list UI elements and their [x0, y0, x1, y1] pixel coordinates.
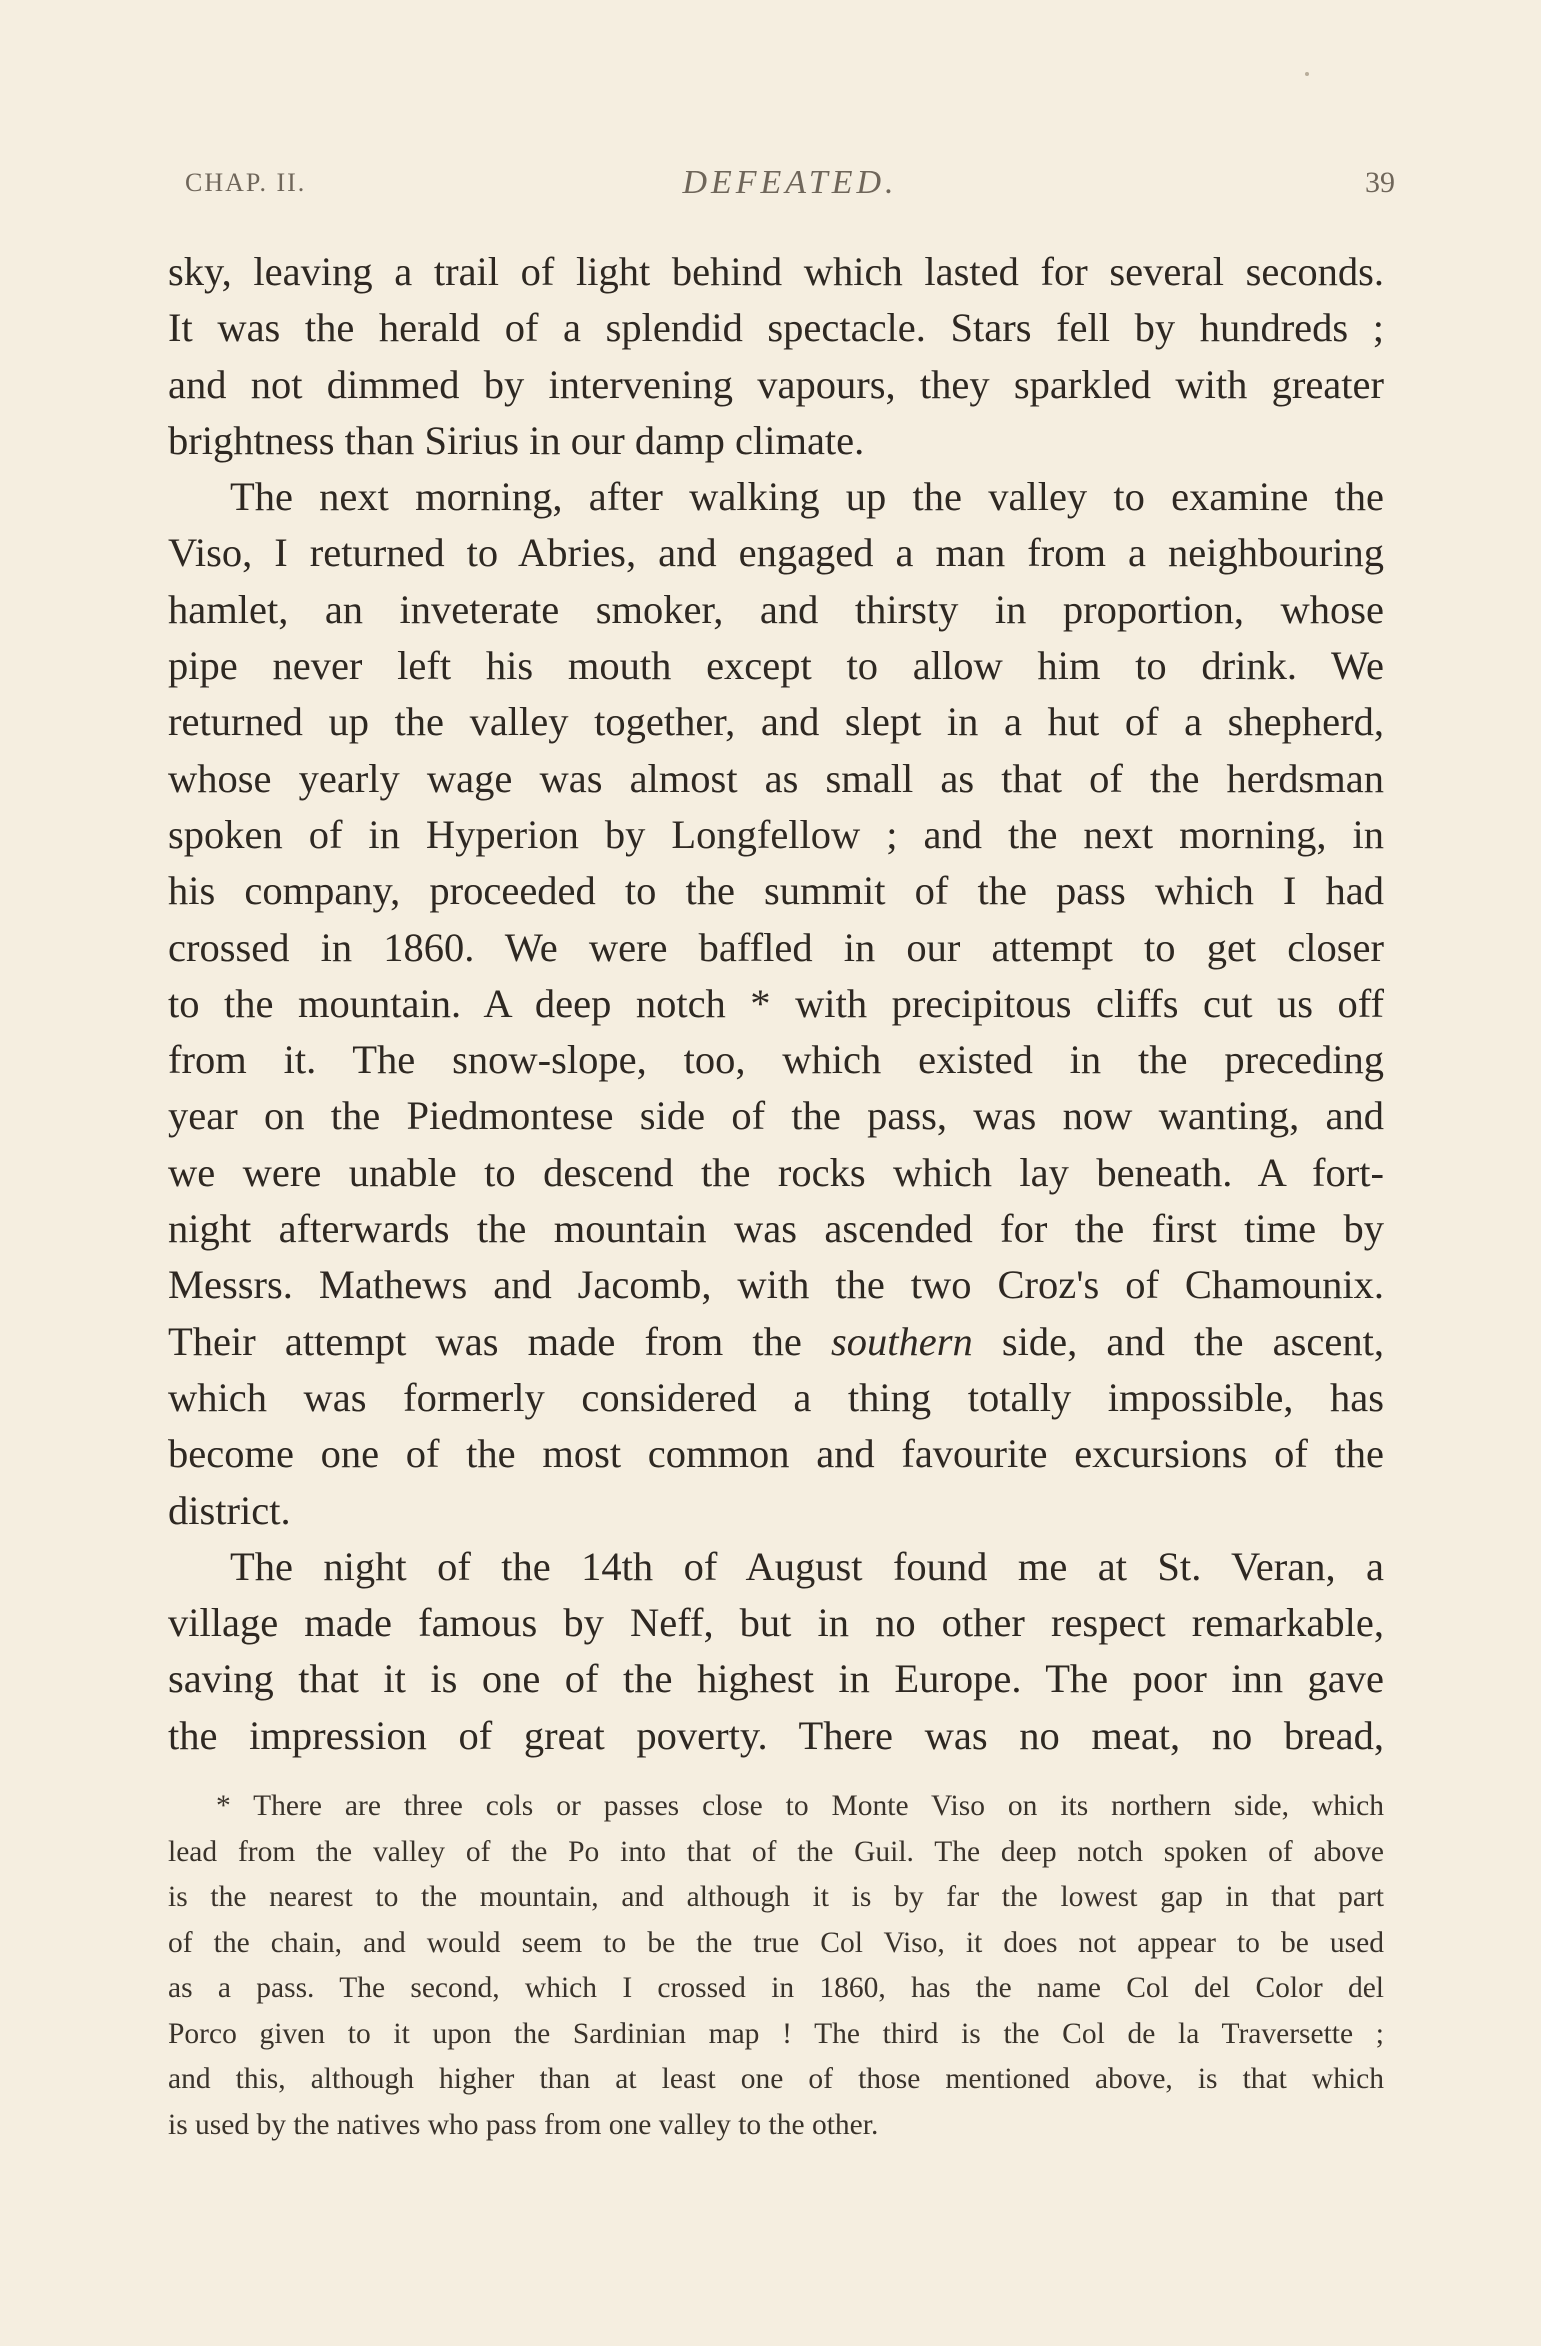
- text-line: saving that it is one of the highest in Europe. The poor inn gave: [168, 1656, 1384, 1702]
- text-line: to the mountain. A deep notch * with precipitous cliffs cut us off: [168, 980, 1384, 1026]
- page-title: DEFEATED.: [682, 164, 898, 201]
- text-line: It was the herald of a splendid spectacle. Stars fell by hundreds ;: [168, 305, 1384, 351]
- footnote-line: * There are three cols or passes close to Monte Viso on its northern side, which: [216, 1790, 1384, 1822]
- footnote-line: and this, although higher than at least one of those mentioned above, is that which: [168, 2063, 1384, 2095]
- body-text: [168, 244, 1384, 1764]
- text-line: village made famous by Neff, but in no other respect remarkable,: [168, 1600, 1384, 1646]
- text-line: Messrs. Mathews and Jacomb, with the two Croz's of Chamounix.: [168, 1262, 1384, 1308]
- footnote-line: is the nearest to the mountain, and although it is by far the lowest gap in that part: [168, 1881, 1384, 1913]
- text-line: The next morning, after walking up the valley to examine the: [230, 474, 1384, 520]
- text-line: his company, proceeded to the summit of the pass which I had: [168, 868, 1384, 914]
- paper-speck: [1305, 72, 1309, 76]
- text-line: district.: [168, 1487, 291, 1533]
- page-number: 39: [1365, 166, 1395, 199]
- text-line: crossed in 1860. We were baffled in our attempt to get closer: [168, 924, 1384, 970]
- text-line: Viso, I returned to Abries, and engaged a man from a neighbouring: [168, 530, 1384, 576]
- text-line: we were unable to descend the rocks which lay beneath. A fort-: [168, 1149, 1384, 1195]
- text-fragment: Their attempt was made from the: [168, 1318, 831, 1364]
- italic-word: southern: [831, 1318, 973, 1364]
- text-line: returned up the valley together, and slept in a hut of a shepherd,: [168, 699, 1384, 745]
- text-line: spoken of in Hyperion by Longfellow ; and the next morning, in: [168, 811, 1384, 857]
- text-line: sky, leaving a trail of light behind which lasted for several seconds.: [168, 249, 1384, 294]
- footnote-line: lead from the valley of the Po into that of the Guil. The deep notch spoken of above: [168, 1835, 1384, 1868]
- text-line: brightness than Sirius in our damp climate.: [168, 417, 865, 463]
- text-line: and not dimmed by intervening vapours, they sparkled with greater: [168, 361, 1384, 407]
- footnote-line: of the chain, and would seem to be the true Col Viso, it does not appear to be used: [168, 1926, 1384, 1959]
- text-line: which was formerly considered a thing totally impossible, has: [168, 1374, 1384, 1420]
- text-line: the impression of great poverty. There was no meat, no bread,: [168, 1712, 1384, 1758]
- text-line: pipe never left his mouth except to allow him to drink. We: [168, 643, 1384, 689]
- text-line: The night of the 14th of August found me at St. Veran, a: [230, 1543, 1384, 1589]
- text-line: from it. The snow-slope, too, which existed in the preceding: [168, 1037, 1384, 1083]
- footnote: [168, 1784, 1384, 2148]
- text-line: year on the Piedmontese side of the pass, was now wanting, and: [168, 1093, 1384, 1139]
- text-line: hamlet, an inveterate smoker, and thirsty in proportion, whose: [168, 586, 1384, 632]
- text-line: whose yearly wage was almost as small as that of the herdsman: [168, 755, 1384, 801]
- footnote-line: as a pass. The second, which I crossed in 1860, has the name Col del Color del: [168, 1972, 1384, 2004]
- footnote-line: is used by the natives who pass from one valley to the other.: [168, 2108, 879, 2141]
- footnote-line: Porco given to it upon the Sardinian map ! The third is the Col de la Traversette ;: [168, 2017, 1384, 2050]
- text-fragment: side, and the ascent,: [972, 1318, 1385, 1364]
- text-line: night afterwards the mountain was ascended for the first time by: [168, 1206, 1384, 1252]
- running-head: [185, 164, 1395, 208]
- text-line-with-italic: [168, 1314, 1384, 1370]
- text-line: become one of the most common and favourite excursions of the: [168, 1431, 1384, 1477]
- chapter-label: CHAP. II.: [185, 168, 307, 197]
